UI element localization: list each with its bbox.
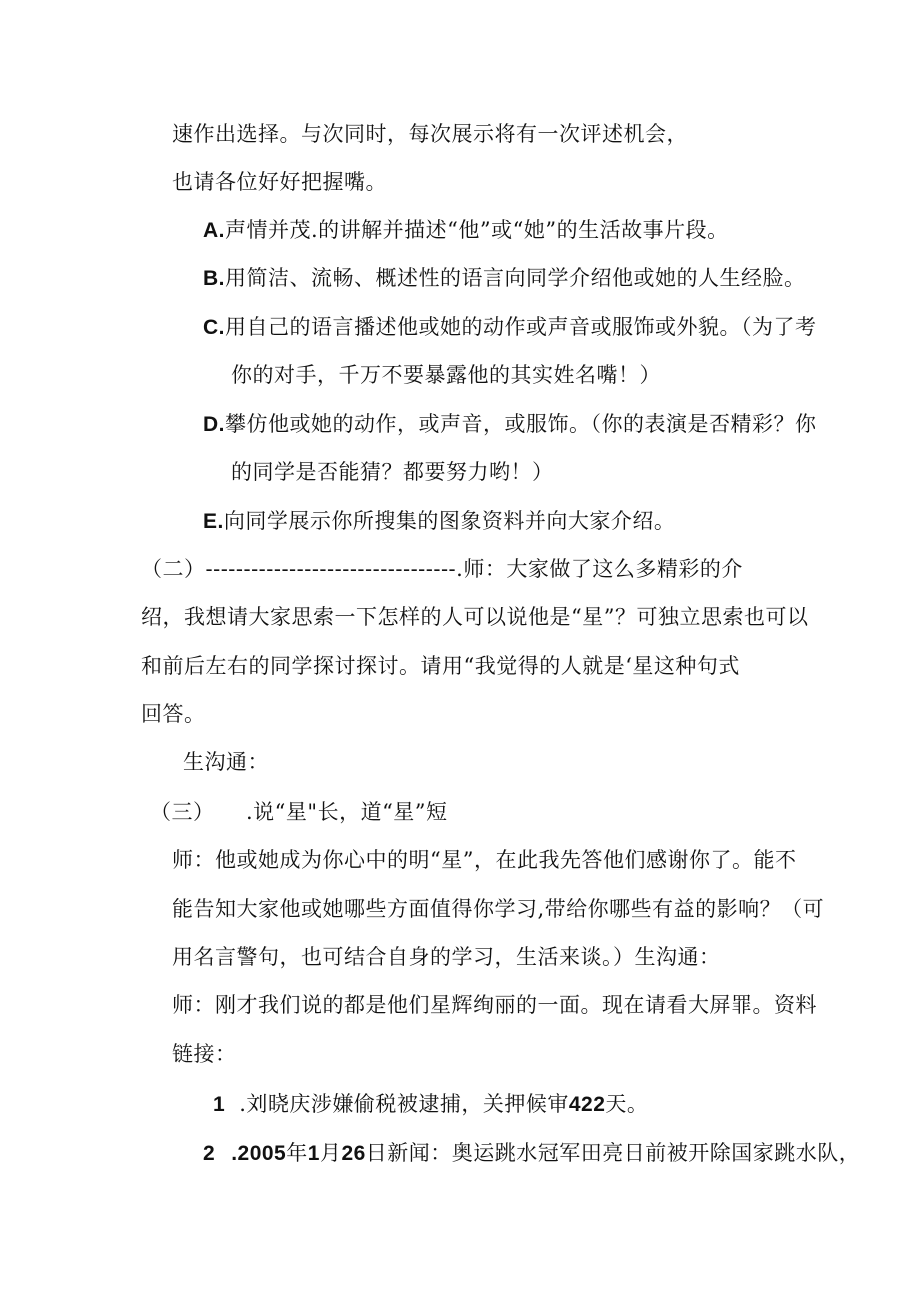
- list-number: 1: [213, 1093, 226, 1116]
- option-text: 声情并茂.的讲解并描述“他”或“她”的生活故事片段。: [225, 218, 729, 242]
- text-line: 师：刚才我们说的都是他们星辉绚丽的一面。现在请看大屏罪。资料: [172, 993, 817, 1017]
- option-e: [203, 507, 675, 536]
- list-text: 日新闻：奥运跳水冠军田亮日前被开除国家跳水队，: [365, 1141, 861, 1165]
- list-text: 天。: [605, 1092, 649, 1116]
- option-b: [203, 264, 806, 293]
- section-3-prefix: （三）: [150, 800, 215, 824]
- option-text: 攀仿他或她的动作，或声音，或服饰。（你的表演是否精彩？你: [225, 412, 817, 436]
- option-c: [203, 313, 817, 342]
- text-line: 回答。: [141, 702, 206, 726]
- option-label: A.: [203, 219, 225, 242]
- text-line: 速作出选择。与次同时，每次展示将有一次评述机会，: [172, 122, 688, 146]
- list-text: 1: [307, 1142, 320, 1165]
- option-label: E.: [203, 510, 224, 533]
- option-text: 向同学展示你所搜集的图象资料并向大家介绍。: [223, 509, 676, 533]
- option-d-cont: 的同学是否能猜？都要努力哟！）: [231, 460, 554, 484]
- list-text: .刘晓庆涉嫌偷税被逮捕，关押候审: [239, 1092, 569, 1116]
- section-3-title: .说“星"长，道“星”短: [246, 800, 448, 824]
- list-text: 422: [568, 1093, 606, 1116]
- list-number: 2: [203, 1142, 216, 1165]
- list-item: [213, 1090, 648, 1119]
- option-a: [203, 216, 729, 245]
- option-label: C.: [203, 316, 225, 339]
- list-text: 年: [286, 1141, 308, 1165]
- option-text: 用简洁、流畅、概述性的语言向同学介绍他或她的人生经脸。: [225, 266, 806, 290]
- text-line: 和前后左右的同学探讨探讨。请用“我觉得的人就是‘星这种句式: [141, 654, 740, 678]
- list-text: 月: [319, 1141, 342, 1165]
- text-line: 链接：: [172, 1042, 237, 1066]
- text-line: 能告知大家他或她哪些方面值得你学习,带给你哪些有益的影响？（可: [172, 897, 825, 921]
- list-text: .2005: [231, 1142, 287, 1165]
- section-2-heading: （二）---------------------------------.师：大家做了这么多精彩的介: [141, 557, 743, 581]
- text-line: 绍，我想请大家思索一下怎样的人可以说他是“星”？可独立思索也可以: [141, 605, 809, 629]
- text-line: 师：他或她成为你心中的明“星”，在此我先答他们感谢你了。能不: [172, 848, 797, 872]
- text-line: 生沟通：: [183, 750, 269, 774]
- option-text: 用自己的语言播述他或她的动作或声音或服饰或外貌。（为了考: [225, 315, 817, 339]
- list-text: 26: [341, 1142, 366, 1165]
- option-d: [203, 410, 817, 439]
- option-label: B.: [203, 267, 225, 290]
- list-item: [203, 1139, 860, 1168]
- option-c-cont: 你的对手，千万不要暴露他的其实姓名嘴！）: [231, 363, 661, 387]
- option-label: D.: [203, 413, 225, 436]
- text-line: 也请各位好好把握嘴。: [172, 170, 387, 194]
- text-line: 用名言警句，也可结合自身的学习，生活来谈。）生沟通：: [172, 945, 721, 969]
